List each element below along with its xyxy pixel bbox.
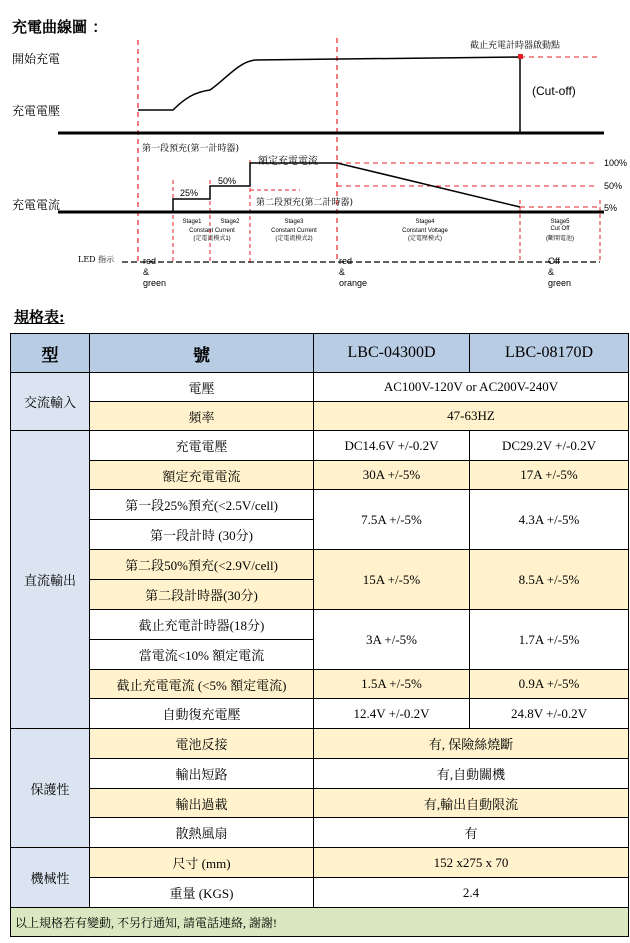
table-row	[11, 699, 629, 729]
table-row	[11, 818, 629, 848]
rated-current-b: 17A +/-5%	[470, 461, 629, 490]
spec-table	[10, 333, 629, 937]
cv-mode: (定電壓模式)	[408, 236, 442, 242]
precharge2-timer-label: 第二段計時器(30分)	[90, 580, 314, 610]
model-b: LBC-08170D	[470, 334, 629, 373]
reverse-label: 電池反接	[90, 729, 314, 759]
charge-voltage-label: 充電電壓	[90, 431, 314, 461]
table-row	[11, 878, 629, 908]
charge-voltage-a: DC14.6V +/-0.2V	[314, 431, 470, 461]
cc3-text: Constant Current	[271, 228, 317, 234]
cutoff-timer-b: 1.7A +/-5%	[470, 610, 629, 670]
start-charge-label: 開始充電	[12, 52, 61, 66]
cc2-mode: (定電流模式2)	[275, 236, 313, 242]
pct-50-label: 50%	[218, 176, 237, 186]
model-label: 型	[11, 334, 90, 373]
overload-label: 輸出過載	[90, 789, 314, 818]
ac-input-group: 交流輸入	[11, 373, 90, 431]
restart-voltage-label: 自動復充電壓	[90, 699, 314, 729]
size-label: 尺寸 (mm)	[90, 848, 314, 878]
led2-sep: &	[339, 267, 346, 277]
precharge1-b: 4.3A +/-5%	[470, 490, 629, 550]
cutoff-current-b: 0.9A +/-5%	[470, 670, 629, 699]
stage2-precharge-label: 第二段預充(第二計時器)	[256, 198, 354, 208]
restart-voltage-b: 24.8V +/-0.2V	[470, 699, 629, 729]
cutoff-timer-condition: 當電流<10% 額定電流	[90, 640, 314, 670]
led3-sep: &	[548, 267, 555, 277]
pct-25-label: 25%	[180, 188, 199, 198]
table-row	[11, 490, 629, 520]
table-row	[11, 550, 629, 580]
rated-current-label: 額定充電電流	[258, 156, 318, 167]
table-row	[11, 848, 629, 878]
ac-freq-value: 47-63HZ	[314, 402, 629, 431]
led-label: LED 指示	[78, 255, 115, 264]
ac-voltage-value: AC100V-120V or AC200V-240V	[314, 373, 629, 402]
fan-label: 散熱風扇	[90, 818, 314, 848]
cutoff-point-label: 截止充電計時器啟動點	[470, 41, 561, 51]
curve-title: 充電曲線圖 ：	[12, 18, 108, 36]
precharge2-a: 15A +/-5%	[314, 550, 470, 610]
footer-note: 以上規格若有變動, 不另行通知, 請電話連絡, 謝謝!	[11, 908, 629, 937]
stage4-label: Stage4	[415, 219, 435, 225]
stage5-mode-label: (斷開電池)	[546, 236, 574, 242]
stage5-cut-label: Cut Off	[550, 226, 570, 232]
precharge1-timer-label: 第一段計時 (30分)	[90, 520, 314, 550]
table-row	[11, 402, 629, 431]
number-label: 號	[90, 334, 314, 373]
cutoff-timer-a: 3A +/-5%	[314, 610, 470, 670]
spec-header-row	[11, 334, 629, 373]
stage1-precharge-label: 第一段預充(第一計時器)	[142, 144, 240, 154]
cc-text: Constant Current	[189, 228, 235, 234]
led2-color-a: red	[339, 256, 353, 266]
model-a: LBC-04300D	[314, 334, 470, 373]
voltage-label: 充電電壓	[12, 104, 61, 118]
led-stage1-indicator	[143, 256, 166, 289]
precharge1-a: 7.5A +/-5%	[314, 490, 470, 550]
current-label: 充電電流	[12, 198, 61, 212]
charge-voltage-b: DC29.2V +/-0.2V	[470, 431, 629, 461]
short-label: 輸出短路	[90, 759, 314, 789]
rated-current-label: 額定充電電流	[90, 461, 314, 490]
pct-100-label: 100%	[604, 158, 628, 168]
protection-group: 保護性	[11, 729, 90, 848]
overload-value: 有,輸出自動限流	[314, 789, 629, 818]
table-row	[11, 373, 629, 402]
rated-current-a: 30A +/-5%	[314, 461, 470, 490]
table-row	[11, 610, 629, 640]
weight-value: 2.4	[314, 878, 629, 908]
cutoff-current-label: 截止充電電流 (<5% 額定電流)	[90, 670, 314, 699]
mechanical-group: 機械性	[11, 848, 90, 908]
table-row	[11, 431, 629, 461]
pct-5-label: 5%	[604, 203, 618, 213]
ac-freq-label: 頻率	[90, 402, 314, 431]
cutoff-label: (Cut-off)	[532, 84, 576, 98]
precharge2-label: 第二段50%預充(<2.9V/cell)	[90, 550, 314, 580]
led3-color-b: green	[548, 278, 572, 288]
led3-color-a: Off	[548, 256, 560, 266]
dc-output-group: 直流輸出	[11, 431, 90, 729]
size-value: 152 x275 x 70	[314, 848, 629, 878]
short-value: 有,自動關機	[314, 759, 629, 789]
cutoff-current-a: 1.5A +/-5%	[314, 670, 470, 699]
ac-voltage-label: 電壓	[90, 373, 314, 402]
table-row	[11, 789, 629, 818]
reverse-value: 有, 保險絲燒斷	[314, 729, 629, 759]
cutoff-timer-label: 截止充電計時器(18分)	[90, 610, 314, 640]
table-row	[11, 461, 629, 490]
cc1-mode: (定電流模式1)	[193, 236, 231, 242]
led1-sep: &	[143, 267, 150, 277]
precharge1-label: 第一段25%預充(<2.5V/cell)	[90, 490, 314, 520]
stage3-label: Stage3	[284, 219, 304, 225]
table-row	[11, 670, 629, 699]
cv-text: Constant Voltage	[402, 228, 448, 234]
table-row	[11, 729, 629, 759]
led-stage5-indicator	[548, 256, 571, 289]
fan-value: 有	[314, 818, 629, 848]
stage1-label: Stage1	[182, 219, 202, 225]
led2-color-b: orange	[339, 278, 368, 288]
led1-color-a: red	[143, 256, 157, 266]
table-row	[11, 759, 629, 789]
pct-50-right-label: 50%	[604, 181, 623, 191]
led-stage4-indicator	[339, 256, 367, 289]
precharge2-b: 8.5A +/-5%	[470, 550, 629, 610]
footer-row	[11, 908, 629, 937]
stage2-label: Stage2	[220, 219, 240, 225]
led1-color-b: green	[143, 278, 167, 288]
weight-label: 重量 (KGS)	[90, 878, 314, 908]
spec-title: 規格表:	[14, 308, 65, 326]
restart-voltage-a: 12.4V +/-0.2V	[314, 699, 470, 729]
stage5-label: Stage5	[550, 219, 570, 225]
